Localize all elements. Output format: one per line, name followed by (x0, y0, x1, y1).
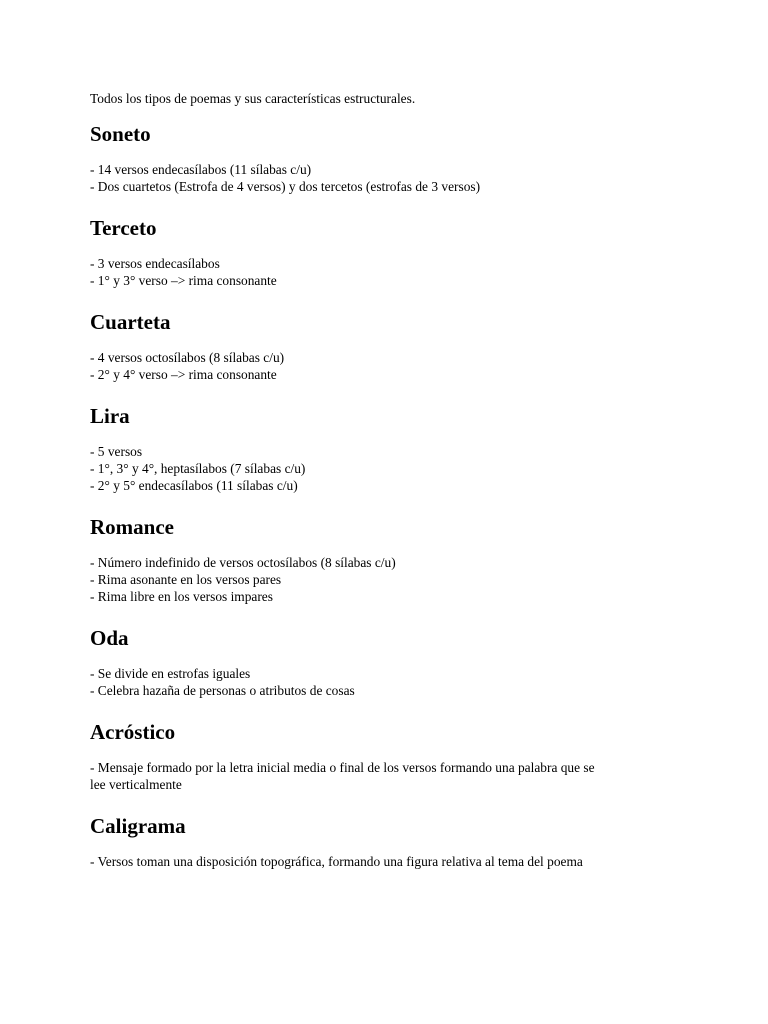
section-line: - Versos toman una disposición topográfica, formando una figura relativa al tema del poema (90, 854, 583, 869)
document-page (90, 90, 680, 870)
section-lines (90, 443, 680, 494)
section-line: - Dos cuartetos (Estrofa de 4 versos) y dos tercetos (estrofas de 3 versos) (90, 179, 481, 194)
section-lines (90, 161, 680, 195)
section-lines (90, 759, 680, 793)
section-lines (90, 554, 680, 605)
section-line: lee verticalmente (90, 777, 182, 792)
section-line: - Mensaje formado por la letra inicial media o final de los versos formando una palabra que se (90, 760, 595, 775)
section-line: - Número indefinido de versos octosílabos (8 sílabas c/u) (90, 555, 396, 570)
sections-container (90, 121, 680, 870)
section-line: - 4 versos octosílabos (8 sílabas c/u) (90, 350, 285, 365)
section-lines (90, 853, 680, 870)
section-title: Terceto (90, 216, 157, 240)
section-line: - 14 versos endecasílabos (11 sílabas c/u) (90, 162, 312, 177)
section-title: Caligrama (90, 814, 186, 838)
section-title: Acróstico (90, 720, 176, 744)
section-lines (90, 665, 680, 699)
section-line: - 3 versos endecasílabos (90, 256, 220, 271)
section-line: - Celebra hazaña de personas o atributos de cosas (90, 683, 355, 698)
section-line: - Rima libre en los versos impares (90, 589, 273, 604)
section-line: - 1° y 3° verso –> rima consonante (90, 273, 277, 288)
section-title: Romance (90, 515, 174, 539)
section-title: Cuarteta (90, 310, 171, 334)
section-title: Lira (90, 404, 130, 428)
section-line: - 2° y 4° verso –> rima consonante (90, 367, 277, 382)
section-line: - Se divide en estrofas iguales (90, 666, 251, 681)
section-line: - 2° y 5° endecasílabos (11 sílabas c/u) (90, 478, 298, 493)
section-lines (90, 349, 680, 383)
section-title: Oda (90, 626, 129, 650)
section-lines (90, 255, 680, 289)
section-title: Soneto (90, 122, 151, 146)
section-line: - 1°, 3° y 4°, heptasílabos (7 sílabas c/u) (90, 461, 306, 476)
section-line: - Rima asonante en los versos pares (90, 572, 282, 587)
intro-text: Todos los tipos de poemas y sus características estructurales. (90, 91, 416, 106)
section-line: - 5 versos (90, 444, 143, 459)
